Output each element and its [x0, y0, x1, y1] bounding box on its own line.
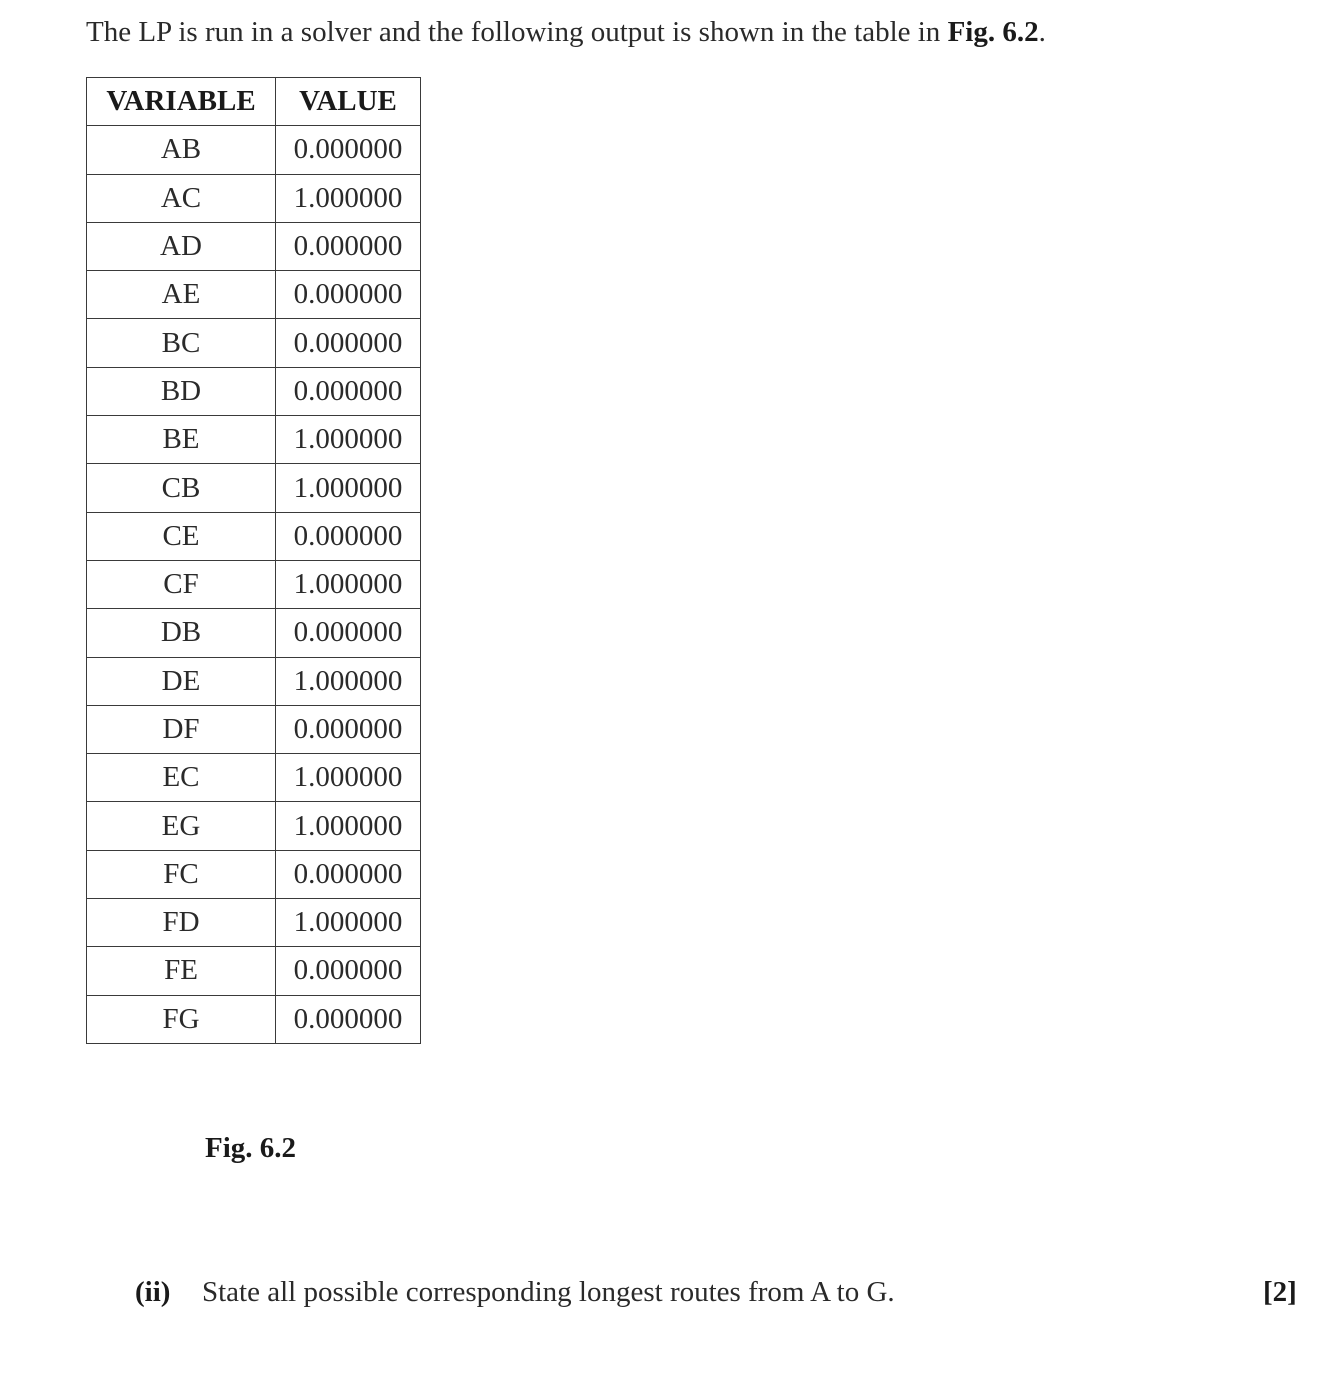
variable-cell: DE	[87, 657, 276, 705]
table-row	[87, 512, 421, 560]
variable-cell: FG	[87, 995, 276, 1043]
variable-cell: AE	[87, 271, 276, 319]
table-row	[87, 271, 421, 319]
value-cell: 1.000000	[276, 657, 421, 705]
question-text: State all possible corresponding longest routes from A to G.	[202, 1276, 895, 1308]
table-row	[87, 367, 421, 415]
intro-text	[86, 12, 1046, 52]
value-cell: 1.000000	[276, 174, 421, 222]
table-row	[87, 802, 421, 850]
value-cell: 0.000000	[276, 319, 421, 367]
variable-cell: EC	[87, 754, 276, 802]
variable-cell: BC	[87, 319, 276, 367]
table-row	[87, 705, 421, 753]
value-cell: 0.000000	[276, 705, 421, 753]
variable-cell: AC	[87, 174, 276, 222]
variable-cell: FE	[87, 947, 276, 995]
variable-cell: AB	[87, 126, 276, 174]
header-variable: VARIABLE	[87, 78, 276, 126]
value-cell: 0.000000	[276, 367, 421, 415]
question-marks: [2]	[1263, 1276, 1297, 1308]
value-cell: 0.000000	[276, 995, 421, 1043]
value-cell: 1.000000	[276, 754, 421, 802]
value-cell: 0.000000	[276, 126, 421, 174]
value-cell: 0.000000	[276, 222, 421, 270]
figure-caption: Fig. 6.2	[205, 1132, 297, 1164]
value-cell: 0.000000	[276, 609, 421, 657]
variable-cell: FD	[87, 899, 276, 947]
value-cell: 1.000000	[276, 416, 421, 464]
value-cell: 1.000000	[276, 802, 421, 850]
value-cell: 0.000000	[276, 271, 421, 319]
value-cell: 0.000000	[276, 512, 421, 560]
table-row	[87, 319, 421, 367]
value-cell: 0.000000	[276, 947, 421, 995]
variable-cell: DB	[87, 609, 276, 657]
table-row	[87, 657, 421, 705]
table-header-row	[87, 78, 421, 126]
table-row	[87, 754, 421, 802]
variable-cell: FC	[87, 850, 276, 898]
table-row	[87, 416, 421, 464]
solver-output-table	[86, 77, 421, 1044]
table-row	[87, 222, 421, 270]
table-row	[87, 464, 421, 512]
table-row	[87, 899, 421, 947]
table-row	[87, 609, 421, 657]
variable-cell: EG	[87, 802, 276, 850]
table-row	[87, 560, 421, 608]
variable-cell: CF	[87, 560, 276, 608]
intro-text-before: The LP is run in a solver and the following output is shown in the table in	[86, 16, 948, 48]
variable-cell: CE	[87, 512, 276, 560]
value-cell: 1.000000	[276, 899, 421, 947]
intro-text-after: .	[1038, 16, 1046, 48]
table-row	[87, 995, 421, 1043]
value-cell: 1.000000	[276, 464, 421, 512]
variable-cell: DF	[87, 705, 276, 753]
table-row	[87, 174, 421, 222]
value-cell: 1.000000	[276, 560, 421, 608]
table-row	[87, 126, 421, 174]
table-body	[87, 126, 421, 1044]
intro-fig-ref: Fig. 6.2	[947, 16, 1039, 48]
value-cell: 0.000000	[276, 850, 421, 898]
question-ii	[135, 1272, 895, 1312]
table-row	[87, 850, 421, 898]
variable-cell: AD	[87, 222, 276, 270]
header-value: VALUE	[276, 78, 421, 126]
question-number: (ii)	[135, 1276, 171, 1308]
variable-cell: CB	[87, 464, 276, 512]
variable-cell: BD	[87, 367, 276, 415]
variable-cell: BE	[87, 416, 276, 464]
table-row	[87, 947, 421, 995]
